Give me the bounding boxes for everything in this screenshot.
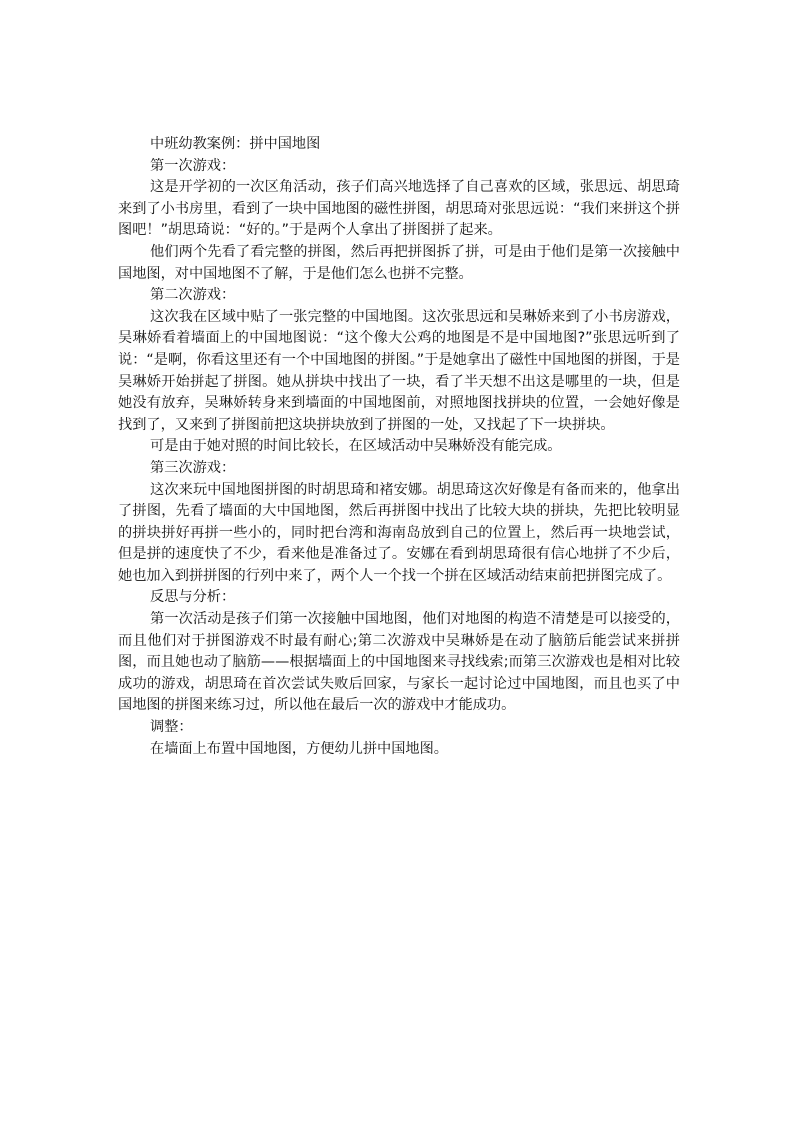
document-body xyxy=(118,134,680,760)
paragraph: 这次来玩中国地图拼图的时胡思琦和褚安娜。胡思琦这次好像是有备而来的，他拿出了拼图，先看了墙面的大中国地图，然后再拼图中找出了比较大块的拼块，先把比较明显的拼块拼好再拼一些小的，同时把台湾和海南岛放到自己的位置上，然后再一块地尝试，但是拼的速度快了不少，看来他是准备过了。安娜在看到胡思琦很有信心地拼了不少后，她也加入到拼拼图的行列中来了，两个人一个找一个拼在区域活动结束前把拼图完成了。 xyxy=(118,481,680,584)
paragraph: 第一次活动是孩子们第一次接触中国地图，他们对地图的构造不清楚是可以接受的，而且他们对于拼图游戏不时最有耐心;第二次游戏中吴琳娇是在动了脑筋后能尝试来拼拼图，而且她也动了脑筋——根据墙面上的中国地图来寻找线索;而第三次游戏也是相对比较成功的游戏，胡思琦在首次尝试失败后回家，与家长一起讨论过中国地图，而且也买了中国地图的拼图来练习过，所以他在最后一次的游戏中才能成功。 xyxy=(118,611,680,714)
section-heading-game-1: 第一次游戏： xyxy=(150,157,236,174)
paragraph: 这是开学初的一次区角活动，孩子们高兴地选择了自己喜欢的区域，张思远、胡思琦来到了小书房里，看到了一块中国地图的磁性拼图，胡思琦对张思远说：“我们来拼这个拼图吧！”胡思琦说：“好的。”于是两个人拿出了拼图拼了起来。 xyxy=(118,179,680,239)
document-title: 中班幼教案例：拼中国地图 xyxy=(150,136,321,152)
paragraph: 在墙面上布置中国地图，方便幼儿拼中国地图。 xyxy=(150,740,448,757)
section-heading-reflection: 反思与分析： xyxy=(150,589,236,606)
section-heading-game-2: 第二次游戏： xyxy=(150,287,236,304)
paragraph: 可是由于她对照的时间比较长，在区域活动中吴琳娇没有能完成。 xyxy=(150,438,562,455)
paragraph: 他们两个先看了看完整的拼图，然后再把拼图拆了拼，可是由于他们是第一次接触中国地图，对中国地图不了解，于是他们怎么也拼不完整。 xyxy=(118,243,680,282)
paragraph: 这次我在区域中贴了一张完整的中国地图。这次张思远和吴琳娇来到了小书房游戏，吴琳娇看着墙面上的中国地图说：“这个像大公鸡的地图是不是中国地图?”张思远听到了说：“是啊，你看这里还有一个中国地图的拼图。”于是她拿出了磁性中国地图的拼图，于是吴琳娇开始拼起了拼图。她从拼块中找出了一块，看了半天想不出这是哪里的一块，但是她没有放弃，吴琳娇转身来到墙面的中国地图前，对照地图找拼块的位置，一会她好像是找到了，又来到了拼图前把这块拼块放到了拼图的一处，又找起了下一块拼块。 xyxy=(118,308,680,433)
section-heading-game-3: 第三次游戏： xyxy=(150,459,236,476)
section-heading-adjustment: 调整： xyxy=(150,719,193,736)
